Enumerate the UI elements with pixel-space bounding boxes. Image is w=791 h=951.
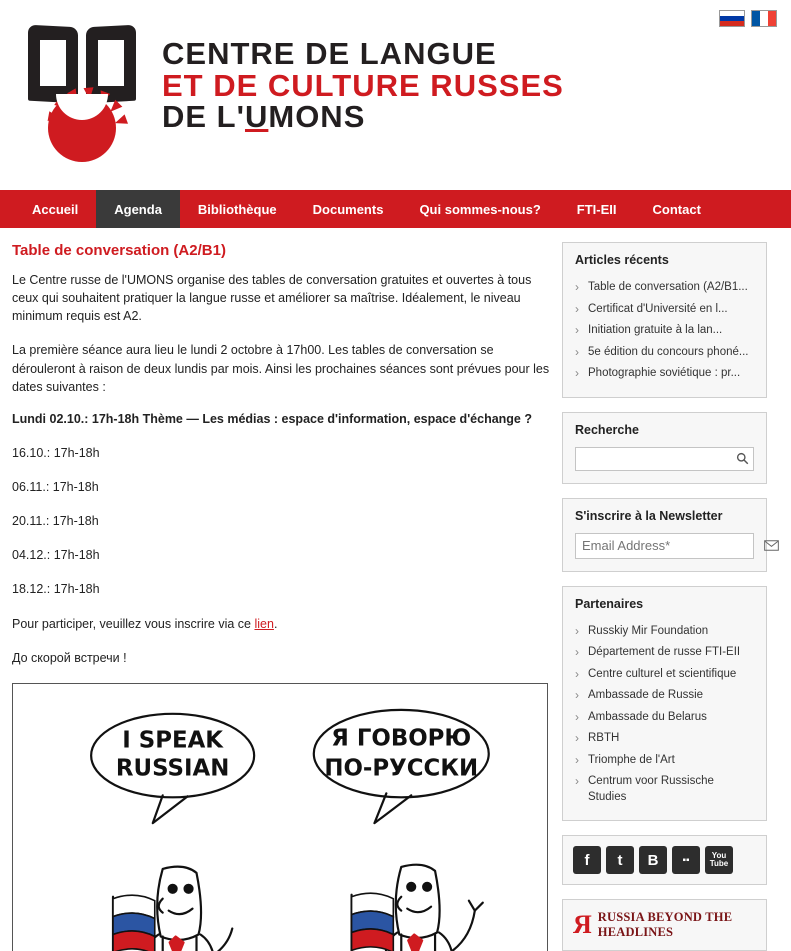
recent-post-link-3: Initiation gratuite à la lan... (588, 324, 723, 337)
post-paragraph-1: Le Centre russe de l'UMONS organise des tables de conversation gratuites et ouvertes à tous ceux qui souhaitent pratiquer la langue russe et améliorer sa maîtrise. Idéalement, le niveau minimum requis est A2. (12, 273, 532, 324)
recent-post-link-1: Table de conversation (A2/B1... (588, 281, 748, 293)
search-row (575, 447, 754, 471)
flag-france-icon[interactable] (751, 10, 777, 27)
session-date-3: 20.11.: 17h-18h (12, 514, 99, 529)
vk-icon[interactable]: B (639, 846, 667, 874)
site-title-line2: ET DE CULTURE RUSSES (162, 67, 564, 103)
envelope-glyph (764, 540, 779, 551)
list-item[interactable] (575, 664, 754, 686)
partner-link-7: Triomphe de l'Art (588, 753, 675, 766)
partner-link-1: Russkiy Mir Foundation (588, 624, 709, 637)
nav-item-qui-sommes-nous[interactable]: Qui sommes-nous? (419, 201, 541, 217)
list-item[interactable] (575, 363, 754, 385)
list-item[interactable] (575, 707, 754, 729)
rbth-logo-icon: Я (573, 910, 592, 940)
widget-partners (562, 586, 767, 822)
rbth-banner[interactable] (562, 899, 767, 951)
list-item[interactable] (575, 771, 754, 808)
site-title-line3-post: MONS (268, 99, 366, 135)
list-item[interactable] (575, 342, 754, 364)
main-column (10, 242, 550, 951)
signup-link[interactable]: lien (254, 616, 274, 631)
widget-partners-title: Partenaires (575, 596, 644, 611)
list-item[interactable] (575, 685, 754, 707)
site-logo[interactable] (28, 26, 138, 166)
recent-post-link-4: 5e édition du concours phoné... (588, 345, 749, 358)
social-icons (573, 844, 756, 876)
newsletter-email-input[interactable] (576, 534, 764, 558)
delicious-icon[interactable]: ▪▪ (672, 846, 700, 874)
signup-text-pre: Pour participer, veuillez vous inscrire via ce (12, 616, 255, 631)
recent-post-link-5: Photographie soviétique : pr... (588, 367, 741, 380)
partner-link-6: RBTH (588, 732, 620, 745)
bubble-left-line2: RUSSIAN (115, 755, 230, 782)
youtube-icon[interactable]: You Tube (705, 846, 733, 874)
nav-item-bibliotheque[interactable]: Bibliothèque (197, 201, 277, 217)
russian-flag-left (113, 895, 155, 951)
list-item[interactable] (575, 750, 754, 772)
nav-item-contact[interactable]: Contact (652, 201, 701, 217)
widget-recent-title: Articles récents (575, 253, 669, 267)
widget-social (562, 835, 767, 885)
flag-russia-icon[interactable] (719, 10, 745, 27)
widget-search (562, 412, 767, 484)
list-item[interactable] (575, 320, 754, 342)
partner-link-3: Centre culturel et scientifique (588, 667, 737, 680)
recent-posts-list (575, 277, 754, 385)
widget-recent-posts (562, 242, 767, 398)
bubble-right-line2: ПО-РУССКИ (324, 755, 479, 782)
partner-link-8: Centrum voor Russische Studies (588, 775, 714, 803)
site-title-line3 (162, 101, 564, 133)
widget-search-title: Recherche (575, 422, 639, 437)
first-session-line: Lundi 02.10.: 17h-18h Thème — Les médias : espace d'information, espace d'échange ? (12, 411, 532, 426)
partner-link-4: Ambassade de Russie (588, 689, 704, 702)
cartoon-illustration (13, 684, 547, 951)
newsletter-row (575, 533, 754, 559)
search-glyph (736, 452, 749, 465)
list-item[interactable] (575, 728, 754, 750)
closing-line: До скорой встречи ! (12, 650, 127, 665)
list-item[interactable] (575, 642, 754, 664)
list-item[interactable] (575, 621, 754, 643)
nav-item-accueil[interactable]: Accueil (32, 201, 79, 217)
nav-item-fti-eii[interactable]: FTI-EII (576, 201, 617, 217)
session-date-2: 06.11.: 17h-18h (12, 480, 99, 494)
site-header (0, 0, 791, 190)
i-speak-russian-cartoon (12, 683, 548, 951)
search-icon[interactable] (731, 448, 753, 470)
widget-newsletter-title: S'inscrire à la Newsletter (575, 508, 723, 523)
site-title-line3-pre: DE L' (162, 99, 245, 135)
list-item[interactable] (575, 299, 754, 321)
signup-line (12, 615, 550, 633)
site-title-line3-underlined: U (244, 99, 269, 135)
language-flags (719, 10, 777, 27)
russian-flag-right (352, 893, 394, 951)
site-title-line1: CENTRE DE LANGUE (162, 36, 497, 71)
page-content (0, 228, 791, 951)
recent-post-link-2: Certificat d'Université en l... (588, 302, 728, 315)
session-date-5: 18.12.: 17h-18h (12, 582, 100, 597)
rbth-banner-text: RUSSIA BEYOND THE HEADLINES (597, 910, 733, 940)
post-title: Table de conversation (A2/B1) (12, 242, 226, 259)
bubble-right-line1: Я ГОВОРЮ (331, 725, 472, 752)
twitter-icon[interactable]: t (606, 846, 634, 874)
session-date-4: 04.12.: 17h-18h (12, 548, 100, 563)
sidebar (562, 242, 767, 951)
signup-text-post: . (273, 616, 278, 631)
partner-link-2: Département de russe FTI-EII (588, 646, 741, 659)
partner-link-5: Ambassade du Belarus (588, 710, 707, 723)
facebook-icon[interactable]: f (573, 846, 601, 874)
partners-list (575, 621, 754, 809)
main-nav (0, 190, 791, 228)
nav-item-documents[interactable]: Documents (312, 201, 384, 217)
list-item[interactable] (575, 277, 754, 299)
sun-icon (42, 88, 122, 168)
widget-newsletter (562, 498, 767, 572)
nav-item-agenda[interactable]: Agenda (96, 190, 180, 228)
bubble-left-line1: I SPEAK (122, 727, 223, 754)
search-input[interactable] (576, 448, 731, 470)
post-paragraph-2: La première séance aura lieu le lundi 2 octobre à 17h00. Les tables de conversation se dérouleront à raison de deux lundis par mois. Ainsi les prochaines séances sont prévues pour les dates suivantes : (12, 343, 550, 394)
site-title (162, 38, 564, 133)
envelope-icon[interactable] (764, 534, 779, 558)
session-date-1: 16.10.: 17h-18h (12, 445, 100, 460)
